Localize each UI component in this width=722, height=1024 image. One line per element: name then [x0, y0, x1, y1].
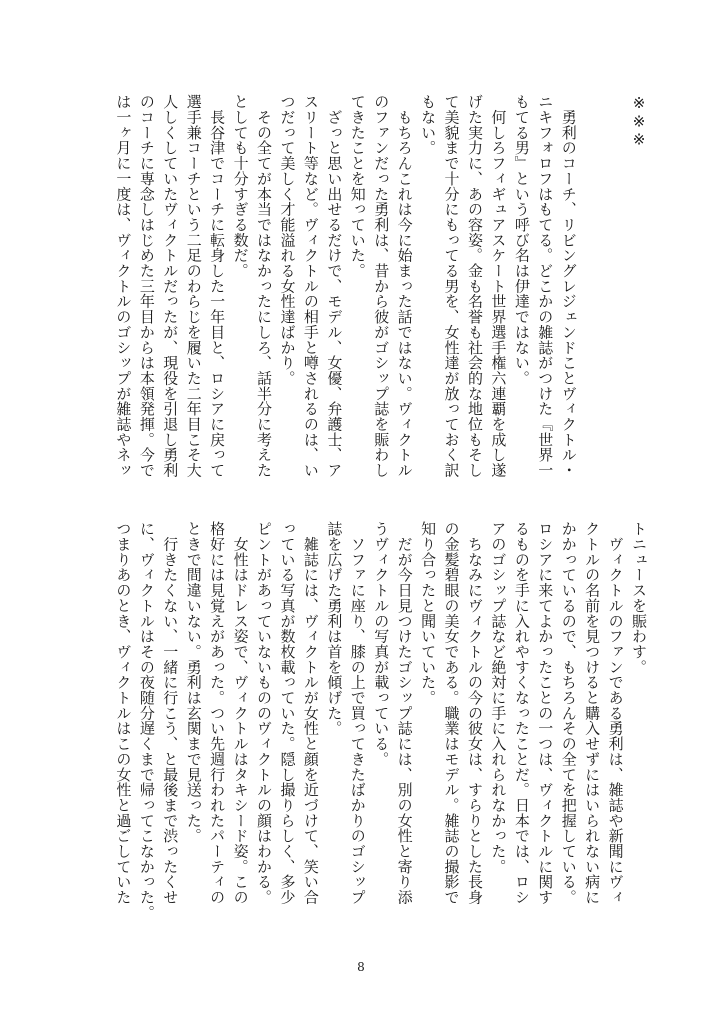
text-column: 女性はドレス姿で、ヴィクトルはタキシード姿。この [231, 521, 250, 905]
text-column: ピントがあっていないもののヴィクトルの顔はわかる。 [255, 521, 273, 905]
text-column: に、ヴィクトルはその夜随分遅くまで帰ってこなかった。 [137, 521, 156, 921]
text-column: 行きたくない、一緒に行こう、と最後まで渋ったくせ [161, 521, 180, 905]
text-column: の金髪碧眼の美女である。職業はモデル。雑誌の撮影で [442, 521, 461, 905]
text-column: 誌を広げた勇利は首を傾げた。 [325, 521, 344, 736]
text-column: もてる男』という呼び名は伊達ではない。 [512, 94, 531, 386]
text-column: 何しろフィギュアスケート世界選手権六連覇を成し遂 [489, 94, 508, 478]
text-column: てきたことを知っていた。 [348, 94, 367, 279]
text-column: クトルの名前を見つけると購入せずにはいられない病に [583, 521, 602, 905]
text-column: て美貌まで十分にもってる男を、女性達が放っておく訳 [442, 94, 461, 478]
text-column: 選手兼コーチという二足のわらじを履いた二年目こそ大 [184, 94, 203, 478]
text-column: 知り合ったと聞いていた。 [419, 521, 438, 706]
text-column: げた実力に、あの容姿。金も名誉も社会的な地位もそし [465, 94, 484, 478]
text-column: つまりあのとき、ヴィクトルはこの女性と過ごしていた [114, 521, 133, 905]
text-block-bottom [110, 521, 650, 941]
text-block-top [110, 94, 650, 514]
text-column: 勇利のコーチ、リビングレジェンドことヴィクトル・ [559, 94, 578, 478]
text-column: 長谷津でコーチに転身した一年目と、ロシアに戻って [208, 94, 227, 478]
text-column: ヴィクトルのファンである勇利は、雑誌や新聞にヴィ [606, 521, 625, 905]
text-column: かかっているので、もちろんその全てを把握している。 [559, 521, 578, 905]
text-column: うヴィクトルの写真が載っている。 [372, 521, 391, 767]
page-number: 8 [357, 960, 365, 974]
text-column: もちろんこれは今に始まった話ではない。ヴィクトル [395, 94, 414, 478]
text-column: 格好には見覚えがあった。つい先週行われたパーティの [208, 521, 227, 905]
text-column: ちなみにヴィクトルの今の彼女は、すらりとした長身 [465, 521, 484, 905]
text-column: ロシアに来てよかったことの一つは、ヴィクトルに関す [536, 521, 555, 905]
text-column: 人しくしていたヴィクトルだったが、現役を引退し勇利 [161, 94, 180, 478]
text-column: っている写真が数枚載っていた。隠し撮りらしく、多少 [278, 521, 297, 905]
text-column: は一ヶ月に一度は、ヴィクトルのゴシップが雑誌やネッ [114, 94, 133, 478]
text-column [580, 94, 603, 514]
text-column [603, 94, 626, 514]
text-column: その全てが本当ではなかったにしろ、話半分に考えた [255, 94, 273, 478]
text-column: のコーチに専念しはじめた三年目からは本領発揮。今で [137, 94, 156, 478]
text-column: スリート等など。ヴィクトルの相手と噂されるのは、い [301, 94, 320, 478]
text-column: ざっと思い出せるだけで、モデル、女優、弁護士、ア [325, 94, 344, 478]
text-column: ソファに座り、膝の上で買ってきたばかりのゴシップ [348, 521, 367, 905]
text-column: ときで間違いない。勇利は玄関まで見送った。 [184, 521, 203, 844]
text-column: つだって美しく才能溢れる女性達ばかり。 [278, 94, 297, 386]
text-column: るものを手に入れやすくなったことだ。日本では、ロシ [512, 521, 531, 905]
text-column: 雑誌には、ヴィクトルが女性と顔を近づけて、笑い合 [301, 521, 320, 905]
text-column: ※※※ [630, 94, 648, 150]
text-column: のファンだった勇利は、昔から彼がゴシップ誌を賑わし [372, 94, 391, 478]
text-column: トニュースを賑わす。 [630, 521, 648, 675]
text-column: だが今日見つけたゴシップ誌には、別の女性と寄り添 [395, 521, 414, 905]
text-column: としても十分すぎる数だ。 [231, 94, 250, 279]
text-column: もない。 [419, 94, 438, 156]
text-column: ニキフォロフはもてる。どこかの雑誌がつけた『世界一 [536, 94, 555, 478]
text-column: アのゴシップ誌など絶対に手に入れられなかった。 [489, 521, 508, 875]
